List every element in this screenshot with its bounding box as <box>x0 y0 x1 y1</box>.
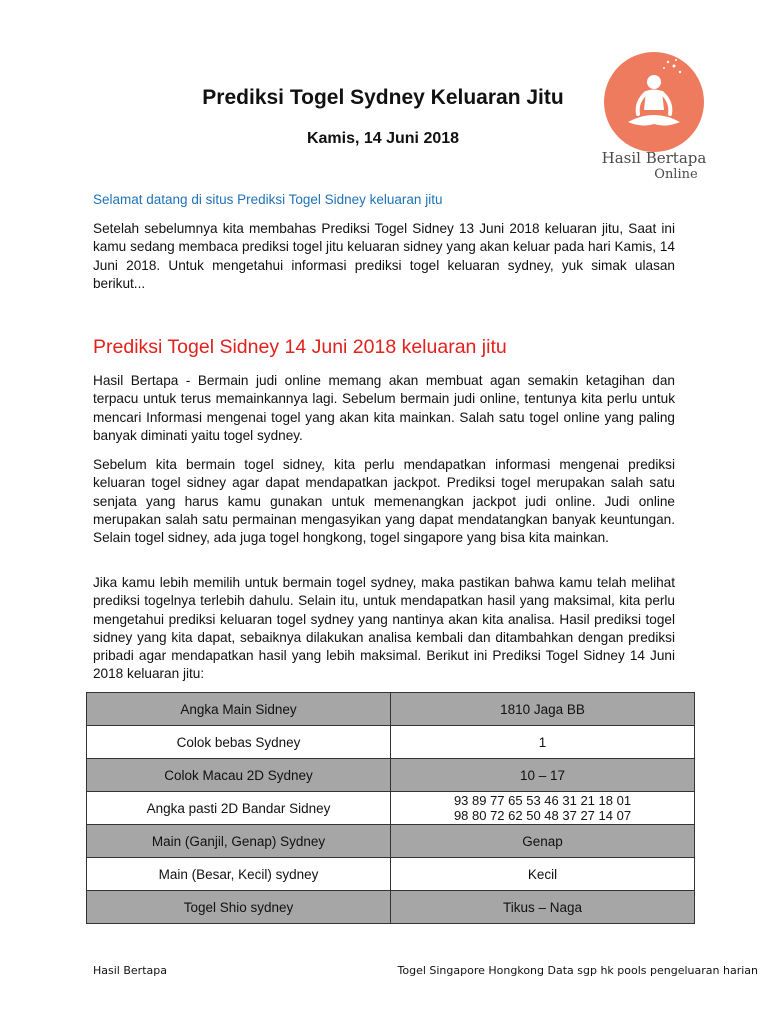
logo-name: Hasil Bertapa <box>601 149 707 167</box>
logo-sub: Online <box>654 167 698 182</box>
row-label: Colok bebas Sydney <box>87 726 391 759</box>
table-row <box>87 825 695 858</box>
row-label: Main (Besar, Kecil) sydney <box>87 858 391 891</box>
footer-right: Togel Singapore Hongkong Data sgp hk pools pengeluaran harian <box>397 964 758 977</box>
table-row <box>87 759 695 792</box>
table-row <box>87 858 695 891</box>
row-label: Angka Main Sidney <box>87 693 391 726</box>
row-value: 1810 Jaga BB <box>391 693 695 726</box>
row-value <box>391 792 695 825</box>
table-row <box>87 693 695 726</box>
meditation-icon <box>604 52 704 152</box>
row-value-line: 93 89 77 65 53 46 31 21 18 01 <box>453 793 632 808</box>
row-label: Togel Shio sydney <box>87 891 391 924</box>
row-value: Tikus – Naga <box>391 891 695 924</box>
footer-left: Hasil Bertapa <box>93 964 167 977</box>
row-value: Kecil <box>391 858 695 891</box>
prediction-table <box>86 692 695 924</box>
section-heading: Prediksi Togel Sidney 14 Juni 2018 keluaran jitu <box>93 336 507 358</box>
row-value: 1 <box>391 726 695 759</box>
page-title: Prediksi Togel Sydney Keluaran Jitu <box>202 86 564 109</box>
site-logo[interactable] <box>596 52 716 187</box>
intro-paragraph: Setelah sebelumnya kita membahas Prediksi Togel Sidney 13 Juni 2018 keluaran jitu, Saat ini kamu sedang membaca prediksi togel jitu keluaran sidney yang akan keluar pada hari Kamis, 14 Juni 2018. Untuk mengetahui informasi prediksi togel keluaran sydney, yuk simak ulasan berikut... <box>93 221 675 291</box>
page-date: Kamis, 14 Juni 2018 <box>306 130 460 147</box>
row-label: Colok Macau 2D Sydney <box>87 759 391 792</box>
row-label: Main (Ganjil, Genap) Sydney <box>87 825 391 858</box>
welcome-text: Selamat datang di situs Prediksi Togel Sidney keluaran jitu <box>93 192 443 207</box>
section-paragraph: Jika kamu lebih memilih untuk bermain togel sydney, maka pastikan bahwa kamu telah melihat prediksi togelnya terlebih dahulu. Selain itu, untuk mendapatkan hasil yang maksimal, kita perlu mengetahui prediksi keluaran togel sydney yang nantinya akan kita analisa. Hasil prediksi togel sidney yang kita dapat, sebaiknya dilakukan analisa kembali dan ditambahkan dengan prediksi pribadi agar mendapatkan hasil yang lebih maksimal. Berikut ini Prediksi Togel Sidney 14 Juni 2018 keluaran jitu: <box>93 575 675 682</box>
row-label: Angka pasti 2D Bandar Sidney <box>87 792 391 825</box>
section-paragraph: Sebelum kita bermain togel sidney, kita perlu mendapatkan informasi mengenai prediksi keluaran togel sidney agar dapat mendapatkan jackpot. Prediksi togel merupakan salah satu senjata yang harus kamu gunakan untuk memenangkan jackpot judi online. Judi online merupakan salah satu permainan mengasyikan yang dapat mendatangkan banyak keuntungan. Selain togel sidney, ada juga togel hongkong, togel singapore yang bisa kita mainkan. <box>93 457 675 546</box>
row-value-line: 98 80 72 62 50 48 37 27 14 07 <box>453 808 632 823</box>
table-row <box>87 891 695 924</box>
section-paragraph: Hasil Bertapa - Bermain judi online memang akan membuat agan semakin ketagihan dan terpacu untuk terus memainkannya lagi. Sebelum bermain judi online, tentunya kita perlu untuk mencari Informasi mengenai togel yang akan kita mainkan. Salah satu togel online yang paling banyak diminati yaitu togel sydney. <box>93 373 675 443</box>
row-value: Genap <box>391 825 695 858</box>
logo-circle <box>604 52 704 152</box>
table-row <box>87 792 695 825</box>
row-value: 10 – 17 <box>391 759 695 792</box>
table-row <box>87 726 695 759</box>
